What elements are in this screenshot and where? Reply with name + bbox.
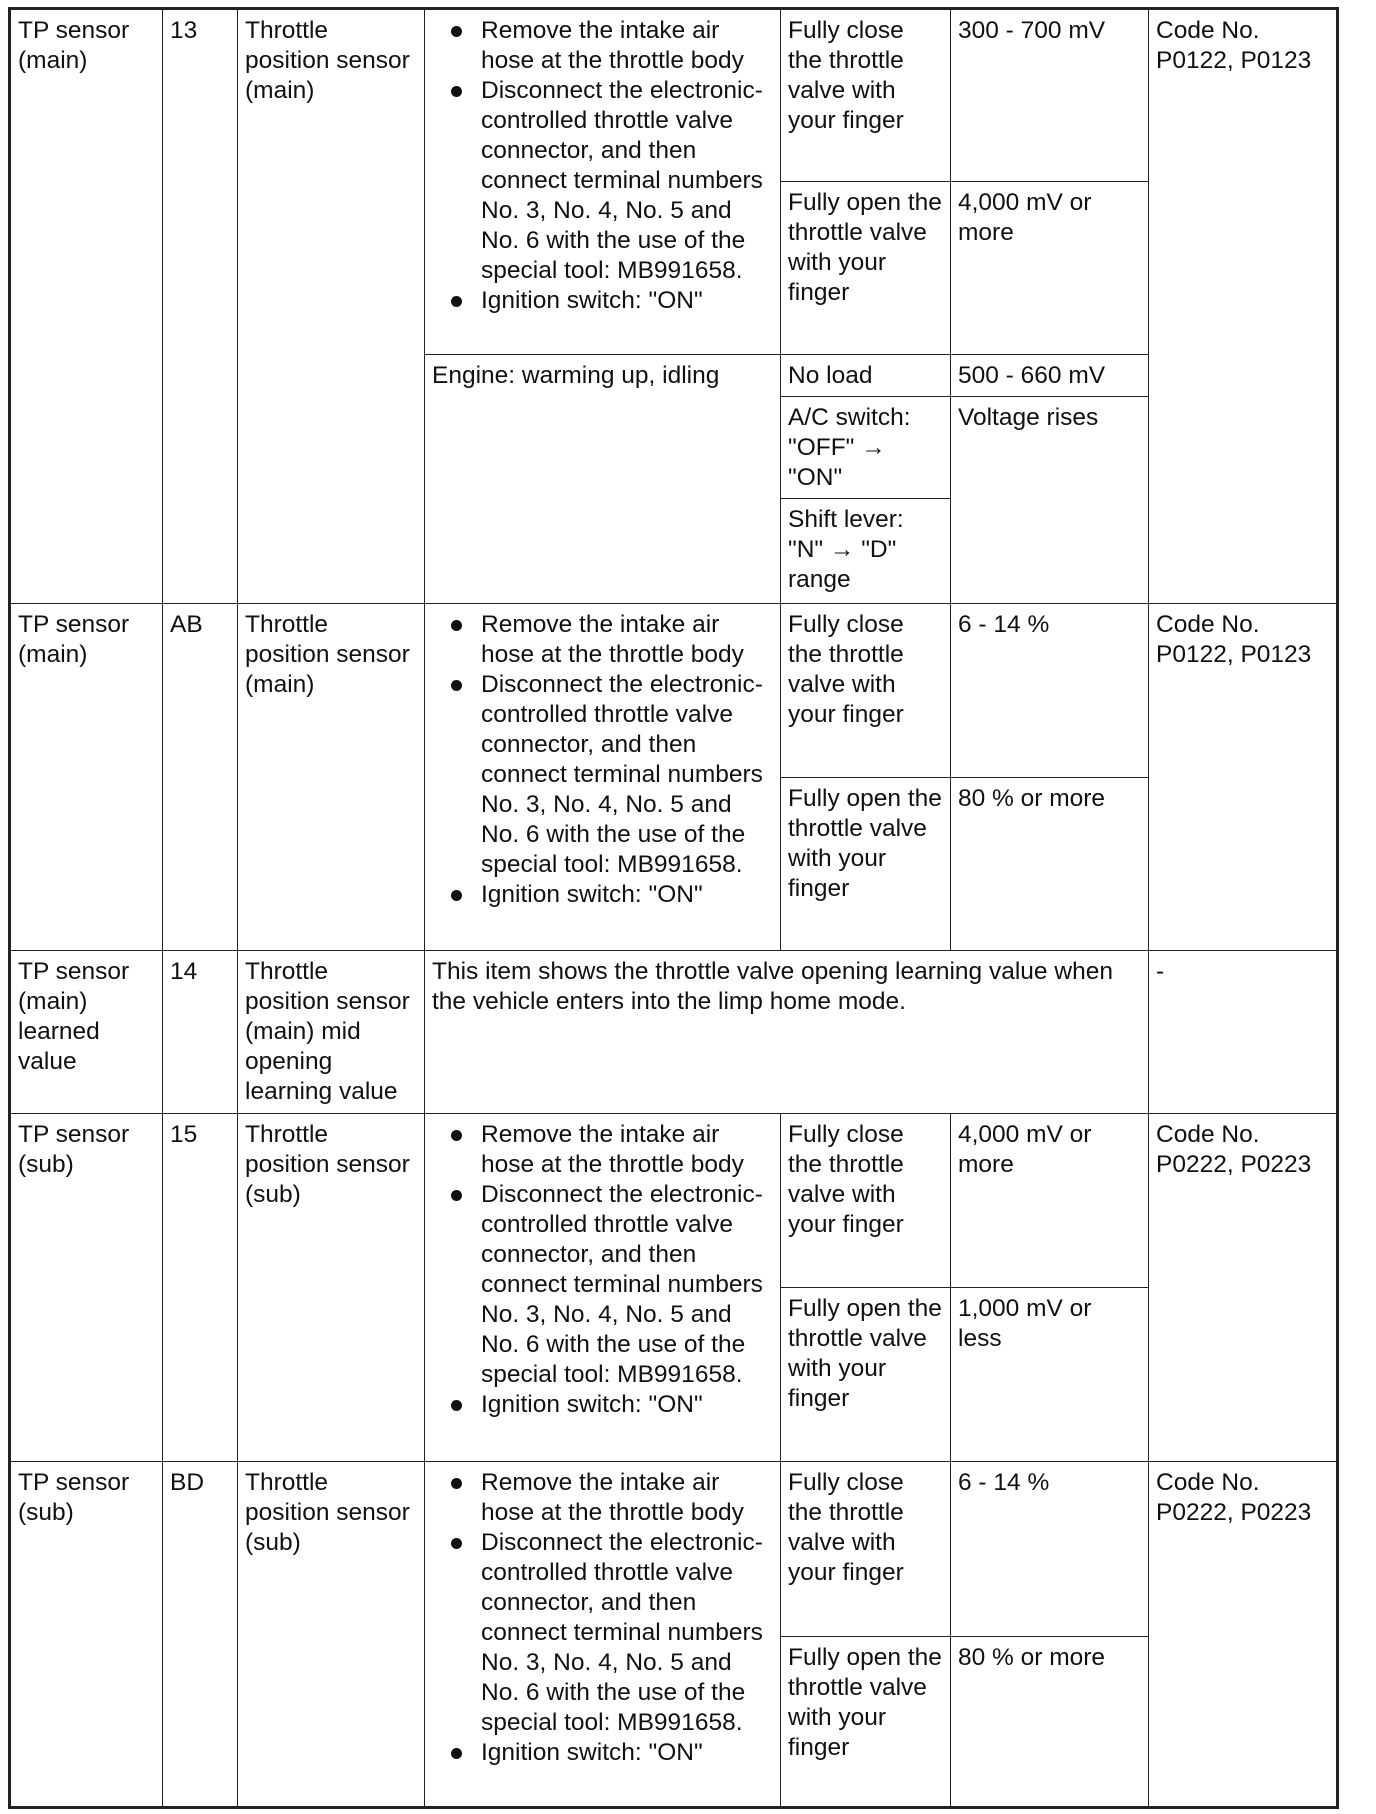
condition-ac-switch: A/C switch: "OFF" → "ON"	[781, 397, 951, 499]
normal-value: 80 % or more	[951, 1637, 1149, 1808]
item-note: This item shows the throttle valve opening learning value when the vehicle enters into the limp home mode.	[425, 951, 1149, 1114]
engine-condition: Engine: warming up, idling	[425, 355, 781, 604]
step-item: Ignition switch: "ON"	[449, 286, 773, 316]
condition-open: Fully open the throttle valve with your finger	[781, 1288, 951, 1462]
item-number: BD	[163, 1462, 238, 1808]
item-number: 14	[163, 951, 238, 1114]
normal-value: 4,000 mV or more	[951, 1114, 1149, 1288]
step-item: Disconnect the electronic-controlled throttle valve connector, and then connect terminal numbers No. 3, No. 4, No. 5 and No. 6 with the use of the special tool: MB991658.	[449, 76, 773, 286]
inspection-conditions	[425, 604, 781, 951]
condition-close: Fully close the throttle valve with your finger	[781, 9, 951, 182]
item-description: Throttle position sensor (main) mid opening learning value	[238, 951, 425, 1114]
item-number: 15	[163, 1114, 238, 1462]
reference-code: -	[1149, 951, 1338, 1114]
step-item: Disconnect the electronic-controlled throttle valve connector, and then connect terminal numbers No. 3, No. 4, No. 5 and No. 6 with the use of the special tool: MB991658.	[449, 670, 773, 880]
step-item: Ignition switch: "ON"	[449, 880, 773, 910]
item-description: Throttle position sensor (sub)	[238, 1114, 425, 1462]
item-description: Throttle position sensor (main)	[238, 9, 425, 604]
inspection-conditions	[425, 1114, 781, 1462]
item-name: TP sensor (main) learned value	[10, 951, 163, 1114]
item-description: Throttle position sensor (sub)	[238, 1462, 425, 1808]
item-description: Throttle position sensor (main)	[238, 604, 425, 951]
condition-close: Fully close the throttle valve with your finger	[781, 604, 951, 778]
step-item: Ignition switch: "ON"	[449, 1738, 773, 1768]
condition-open: Fully open the throttle valve with your finger	[781, 182, 951, 355]
table-row	[10, 951, 1338, 1114]
reference-code: Code No. P0122, P0123	[1149, 604, 1338, 951]
condition-open: Fully open the throttle valve with your finger	[781, 1637, 951, 1808]
condition-open: Fully open the throttle valve with your finger	[781, 778, 951, 951]
step-item: Ignition switch: "ON"	[449, 1390, 773, 1420]
step-item: Remove the intake air hose at the throttle body	[449, 610, 773, 670]
reference-code: Code No. P0222, P0223	[1149, 1462, 1338, 1808]
normal-value: 500 - 660 mV	[951, 355, 1149, 397]
step-item: Disconnect the electronic-controlled throttle valve connector, and then connect terminal numbers No. 3, No. 4, No. 5 and No. 6 with the use of the special tool: MB991658.	[449, 1180, 773, 1390]
item-number: 13	[163, 9, 238, 604]
normal-value: 300 - 700 mV	[951, 9, 1149, 182]
table-row	[10, 604, 1338, 778]
normal-value: Voltage rises	[951, 397, 1149, 604]
step-item: Remove the intake air hose at the throttle body	[449, 1120, 773, 1180]
normal-value: 6 - 14 %	[951, 1462, 1149, 1637]
condition-close: Fully close the throttle valve with your finger	[781, 1462, 951, 1637]
inspection-conditions	[425, 9, 781, 355]
normal-value: 6 - 14 %	[951, 604, 1149, 778]
normal-value: 80 % or more	[951, 778, 1149, 951]
step-item: Disconnect the electronic-controlled throttle valve connector, and then connect terminal numbers No. 3, No. 4, No. 5 and No. 6 with the use of the special tool: MB991658.	[449, 1528, 773, 1738]
condition-close: Fully close the throttle valve with your finger	[781, 1114, 951, 1288]
table-row	[10, 1462, 1338, 1637]
table-row	[10, 1114, 1338, 1288]
condition-no-load: No load	[781, 355, 951, 397]
normal-value: 1,000 mV or less	[951, 1288, 1149, 1462]
item-name: TP sensor (main)	[10, 604, 163, 951]
item-number: AB	[163, 604, 238, 951]
item-name: TP sensor (main)	[10, 9, 163, 604]
step-item: Remove the intake air hose at the throttle body	[449, 16, 773, 76]
data-list-table	[8, 7, 1339, 1809]
table-row	[10, 9, 1338, 182]
step-item: Remove the intake air hose at the throttle body	[449, 1468, 773, 1528]
item-name: TP sensor (sub)	[10, 1462, 163, 1808]
normal-value: 4,000 mV or more	[951, 182, 1149, 355]
reference-code: Code No. P0222, P0223	[1149, 1114, 1338, 1462]
inspection-conditions	[425, 1462, 781, 1808]
item-name: TP sensor (sub)	[10, 1114, 163, 1462]
condition-shift-lever: Shift lever: "N" → "D" range	[781, 499, 951, 604]
reference-code: Code No. P0122, P0123	[1149, 9, 1338, 604]
